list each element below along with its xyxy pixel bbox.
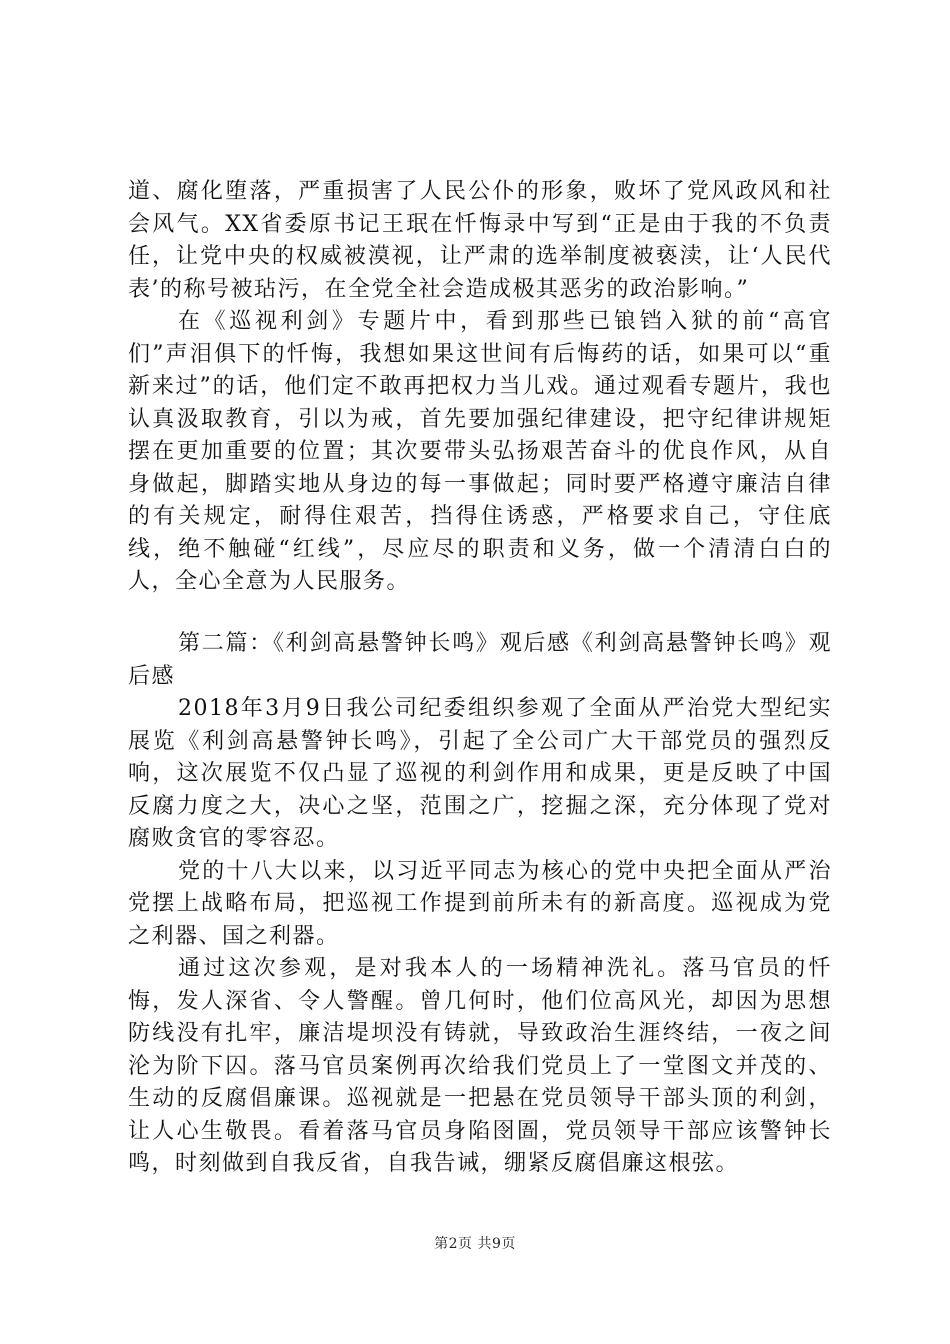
paragraph-continuation: 道、腐化堕落，严重损害了人民公仆的形象，败坏了党风政风和社会风气。XX省委原书记王珉在忏悔录中写到“正是由于我的不负责任，让党中央的权威被漠视，让严肃的选举制度被亵渎，让‘人民代表’的称号被玷污，在全党全社会造成极其恶劣的政治影响。” [128,179,832,302]
body-text-bottom [128,628,832,1181]
paragraph-reflection: 通过这次参观，是对我本人的一场精神洗礼。落马官员的忏悔，发人深省、令人警醒。曾几何时，他们位高风光，却因为思想防线没有扎牢，廉洁堤坝没有铸就，导致政治生涯终结，一夜之间沦为阶下囚。落马官员案例再次给我们党员上了一堂图文并茂的、生动的反腐倡廉课。巡视就是一把悬在党员领导干部头顶的利剑，让人心生敬畏。看着落马官员身陷囹圄，党员领导干部应该警钟长鸣，时刻做到自我反省，自我告诫，绷紧反腐倡廉这根弦。 [128,956,832,1176]
page-number-footer: 第2页 共9页 [434,1236,516,1252]
paragraph-exhibition: 2018年3月9日我公司纪委组织参观了全面从严治党大型纪实展览《利剑高悬警钟长鸣》，引起了全公司广大干部党员的强烈反响，这次展览不仅凸显了巡视的利剑作用和成果，更是反映了中国反腐力度之大，决心之坚，范围之广，挖掘之深，充分体现了党对腐败贪官的零容忍。 [128,696,832,851]
paragraph-inspection-film: 在《巡视利剑》专题片中，看到那些已锒铛入狱的前“高官们”声泪俱下的忏悔，我想如果这世间有后悔药的话，如果可以“重新来过”的话，他们定不敢再把权力当儿戏。通过观看专题片，我也认真汲取教育，引以为戒，首先要加强纪律建设，把守纪律讲规矩摆在更加重要的位置；其次要带头弘扬艰苦奋斗的优良作风，从自身做起，脚踏实地从身边的每一事做起；同时要严格遵守廉洁自律的有关规定，耐得住艰苦，挡得住诱惑，严格要求自己，守住底线，绝不触碰“红线”，尽应尽的职责和义务，做一个清清白白的人，全心全意为人民服务。 [128,309,832,594]
body-text-top [128,176,832,599]
section-title: 第二篇：《利剑高悬警钟长鸣》观后感《利剑高悬警钟长鸣》观后感 [128,631,832,689]
paragraph-party-congress: 党的十八大以来，以习近平同志为核心的党中央把全面从严治党摆上战略布局，把巡视工作提到前所未有的新高度。巡视成为党之利器、国之利器。 [128,858,832,949]
